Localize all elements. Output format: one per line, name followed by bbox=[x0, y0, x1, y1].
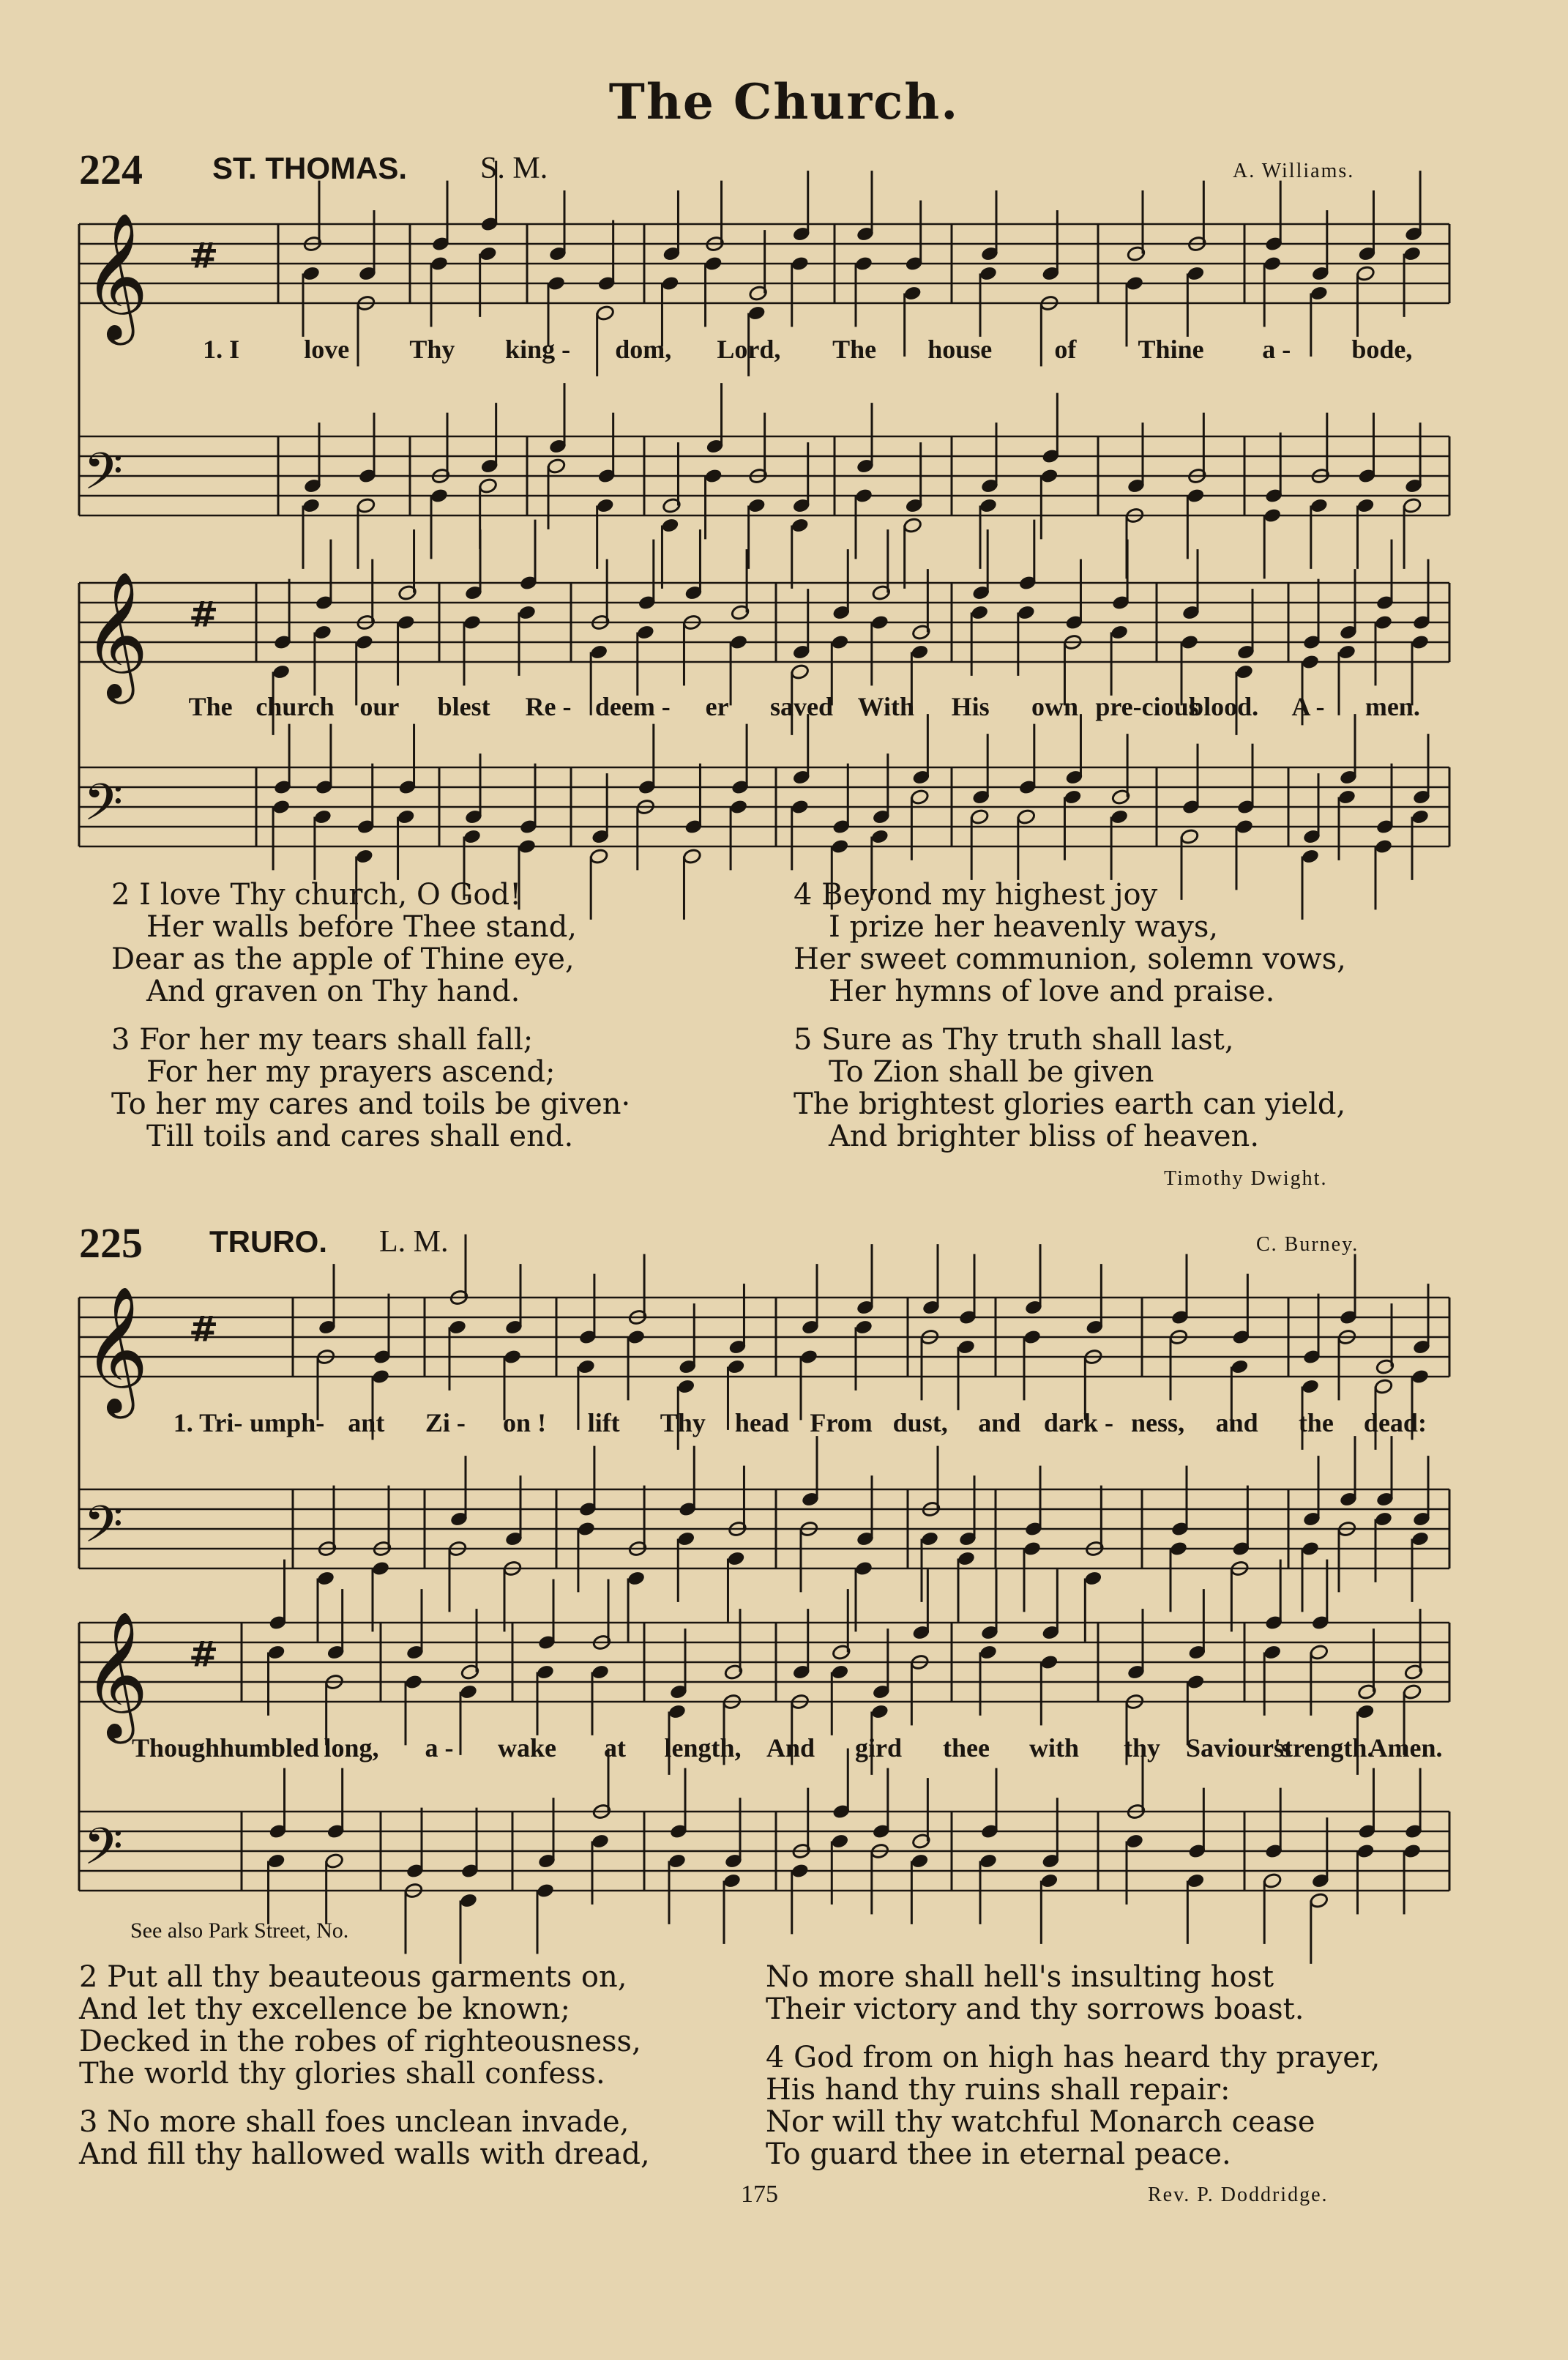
note-head bbox=[1356, 1703, 1375, 1720]
lyric-word: Re - bbox=[525, 692, 572, 721]
note-head bbox=[791, 1863, 810, 1880]
lyric-word: The bbox=[832, 335, 877, 364]
verse-225-3: 3 No more shall foes unclean invade, And fill thy hallowed walls with dread, bbox=[79, 2105, 650, 2171]
note-head bbox=[1186, 1872, 1205, 1889]
note-head bbox=[799, 1349, 818, 1366]
note-head bbox=[668, 1853, 687, 1869]
verse-224-5: 5 Sure as Thy truth shall last, To Zion shall be given The brightest glories earth can yield, And brighter bliss of heaven. bbox=[794, 1023, 1346, 1153]
lyric-word: own bbox=[1031, 692, 1079, 721]
lyric-word: a - bbox=[1262, 335, 1291, 364]
note-head bbox=[854, 1319, 873, 1336]
hymn-number-225: 225 bbox=[79, 1219, 143, 1267]
lyric-word: deem - bbox=[594, 692, 671, 721]
note-head bbox=[1356, 1843, 1375, 1860]
note-head bbox=[536, 1883, 555, 1899]
note-head bbox=[1403, 1843, 1422, 1860]
lyric-word: And bbox=[766, 1733, 815, 1762]
lyric-word: our bbox=[359, 692, 400, 721]
lyric-word: 1. I bbox=[203, 335, 240, 364]
verse-225-3-cont: No more shall hell's insulting host Their victory and thy sorrows boast. bbox=[766, 1960, 1304, 2026]
lyric-word: thee bbox=[943, 1733, 990, 1762]
note-head bbox=[920, 1530, 939, 1547]
note-head bbox=[979, 1853, 998, 1869]
lyric-word: Saviour's bbox=[1186, 1733, 1292, 1762]
note-head bbox=[627, 1329, 646, 1346]
treble-clef-icon: 𝄞 bbox=[83, 1611, 149, 1738]
bass-clef-icon: 𝄢 bbox=[83, 442, 124, 513]
note-head bbox=[266, 1644, 285, 1661]
note-head bbox=[371, 1369, 390, 1385]
lyric-word: thy bbox=[1123, 1733, 1160, 1762]
lyric-word: at bbox=[604, 1733, 626, 1762]
note-head bbox=[536, 1664, 555, 1680]
lyric-word: a - bbox=[425, 1733, 454, 1762]
lyric-word: dust, bbox=[892, 1408, 948, 1437]
lyric-word: strength. bbox=[1274, 1733, 1374, 1762]
note-head bbox=[910, 1853, 929, 1869]
lyric-word: A - bbox=[1291, 692, 1325, 721]
lyric-word: dead: bbox=[1363, 1408, 1427, 1437]
note-head bbox=[1230, 1358, 1249, 1375]
lyric-word: Though bbox=[132, 1733, 220, 1762]
note-head bbox=[1039, 1872, 1059, 1889]
svg-text:#: # bbox=[189, 1309, 219, 1350]
author-225: Rev. P. Doddridge. bbox=[1148, 2184, 1329, 2206]
lyric-word: lift bbox=[587, 1408, 620, 1437]
composer-225: C. Burney. bbox=[1256, 1233, 1359, 1256]
note-head bbox=[957, 1550, 976, 1567]
note-head bbox=[1411, 1530, 1430, 1547]
note-head bbox=[676, 1530, 695, 1547]
note-head bbox=[627, 1570, 646, 1587]
lyric-word: and bbox=[1215, 1408, 1258, 1437]
meter-225: L. M. bbox=[379, 1225, 449, 1259]
lyric-word: love bbox=[304, 335, 350, 364]
tune-name-224: ST. THOMAS. bbox=[212, 151, 408, 185]
note-head bbox=[1301, 1378, 1320, 1395]
note-head bbox=[1039, 1654, 1059, 1671]
lyric-word: Zi - bbox=[425, 1408, 466, 1437]
note-head bbox=[854, 1560, 873, 1577]
section-title: The Church. bbox=[608, 73, 960, 130]
verse-224-4: 4 Beyond my highest joy I prize her heavenly ways, Her sweet communion, solemn vows, Her hymns of love and praise. bbox=[794, 878, 1346, 1008]
note-head bbox=[1186, 1674, 1205, 1691]
note-head bbox=[1169, 1541, 1188, 1557]
meter-224: S. M. bbox=[480, 152, 548, 185]
lyric-word: on ! bbox=[503, 1408, 547, 1437]
note-head bbox=[591, 1833, 610, 1850]
lyric-word: house bbox=[927, 335, 993, 364]
lyric-word: with bbox=[1028, 1733, 1079, 1762]
note-head bbox=[668, 1703, 687, 1720]
note-head bbox=[979, 1644, 998, 1661]
lyric-word: His bbox=[951, 692, 990, 721]
bass-clef-icon: 𝄢 bbox=[83, 773, 124, 844]
verse-224-3: 3 For her my tears shall fall; For her my prayers ascend; To her my cares and toils be given· Till toils and cares shall end. bbox=[111, 1023, 631, 1153]
note-head bbox=[1301, 1541, 1320, 1557]
note-head bbox=[1310, 1892, 1329, 1909]
verse-225-2: 2 Put all thy beauteous garments on, And let thy excellence be known; Decked in the robes of righteousness, The world thy glories shall confess. bbox=[79, 1960, 641, 2091]
lyric-word: length, bbox=[664, 1733, 742, 1762]
lyric-word: Lord, bbox=[717, 335, 781, 364]
lyric-word: With bbox=[857, 692, 915, 721]
lyric-word: blood. bbox=[1189, 692, 1259, 721]
treble-clef-icon: 𝄞 bbox=[83, 1286, 149, 1413]
svg-text:#: # bbox=[189, 1634, 219, 1675]
lyric-word: The bbox=[188, 692, 233, 721]
note-head bbox=[723, 1872, 742, 1889]
svg-text:#: # bbox=[189, 594, 219, 636]
note-head bbox=[1263, 1644, 1282, 1661]
lyric-word: pre-cious bbox=[1095, 692, 1199, 721]
lyric-word: From bbox=[810, 1408, 873, 1437]
lyric-word: head bbox=[734, 1408, 789, 1437]
lyric-word: saved bbox=[769, 692, 833, 721]
note-head bbox=[676, 1378, 695, 1395]
verse-225-4: 4 God from on high has heard thy prayer, His hand thy ruins shall repair: Nor will thy watchful Monarch cease To guard thee in eternal peace. bbox=[766, 2041, 1381, 2171]
note-head bbox=[577, 1521, 596, 1538]
treble-clef-icon: 𝄞 bbox=[83, 212, 149, 340]
bass-clef-icon: 𝄢 bbox=[83, 1494, 124, 1566]
lyric-word: bode, bbox=[1351, 335, 1413, 364]
verses-225-left bbox=[79, 1961, 650, 2170]
lyric-word: Thine bbox=[1138, 335, 1204, 364]
lyric-word: dark - bbox=[1043, 1408, 1113, 1437]
note-head bbox=[1083, 1570, 1102, 1587]
lyric-word: 1. Tri- bbox=[173, 1408, 243, 1437]
lyric-word: long, bbox=[324, 1733, 379, 1762]
lyric-word: Thy bbox=[409, 335, 455, 364]
lyric-word: the bbox=[1298, 1408, 1334, 1437]
lyric-word: er bbox=[705, 692, 729, 721]
note-head bbox=[459, 1892, 478, 1909]
note-head bbox=[503, 1349, 522, 1366]
note-head bbox=[1023, 1329, 1042, 1346]
tune-name-225: TRURO. bbox=[209, 1224, 327, 1259]
note-head bbox=[316, 1570, 335, 1587]
note-head bbox=[404, 1674, 423, 1691]
treble-clef-icon: 𝄞 bbox=[83, 571, 149, 699]
lyric-word: Amen. bbox=[1368, 1733, 1443, 1762]
note-head bbox=[325, 1853, 344, 1869]
lyric-word: wake bbox=[498, 1733, 556, 1762]
see-also-225: See also Park Street, No. bbox=[130, 1918, 349, 1943]
note-head bbox=[830, 1833, 849, 1850]
svg-text:#: # bbox=[189, 235, 219, 277]
note-head bbox=[266, 1853, 285, 1869]
note-head bbox=[726, 1550, 745, 1567]
note-head bbox=[726, 1358, 745, 1375]
lyric-word: ness, bbox=[1131, 1408, 1185, 1437]
note-head bbox=[448, 1319, 467, 1336]
author-224: Timothy Dwight. bbox=[1164, 1167, 1328, 1190]
note-head bbox=[1411, 1369, 1430, 1385]
hymn-number-224: 224 bbox=[79, 146, 143, 193]
lyric-word: Thy bbox=[660, 1408, 706, 1437]
bass-clef-icon: 𝄢 bbox=[83, 1817, 124, 1888]
note-head bbox=[830, 1664, 849, 1680]
lyric-word: men. bbox=[1364, 692, 1420, 721]
note-head bbox=[1374, 1511, 1393, 1527]
page-number: 175 bbox=[741, 2181, 778, 2208]
lyric-word: blest bbox=[437, 692, 490, 721]
lyric-word: gird bbox=[854, 1733, 902, 1762]
note-head bbox=[1403, 1683, 1422, 1700]
composer-224: A. Williams. bbox=[1233, 160, 1355, 182]
lyric-word: of bbox=[1054, 335, 1077, 364]
verse-224-2: 2 I love Thy church, O God! Her walls before Thee stand, Dear as the apple of Thine eye, And graven on Thy hand. bbox=[111, 878, 578, 1008]
lyric-word: umph- bbox=[250, 1408, 325, 1437]
note-head bbox=[1310, 1644, 1329, 1661]
note-head bbox=[1263, 1872, 1282, 1889]
note-head bbox=[577, 1358, 596, 1375]
note-head bbox=[870, 1703, 889, 1720]
note-head bbox=[957, 1339, 976, 1355]
lyric-word: ant bbox=[348, 1408, 385, 1437]
note-head bbox=[371, 1560, 390, 1577]
verses-225-right bbox=[766, 1961, 1380, 2170]
lyric-word: humbled bbox=[220, 1733, 320, 1762]
note-head bbox=[1374, 1378, 1393, 1395]
note-head bbox=[459, 1683, 478, 1700]
lyric-word: church bbox=[255, 692, 335, 721]
lyric-word: and bbox=[978, 1408, 1021, 1437]
note-head bbox=[1125, 1833, 1144, 1850]
note-head bbox=[591, 1664, 610, 1680]
note-head bbox=[1023, 1541, 1042, 1557]
lyric-word: king - bbox=[505, 335, 571, 364]
lyric-word: dom, bbox=[615, 335, 672, 364]
